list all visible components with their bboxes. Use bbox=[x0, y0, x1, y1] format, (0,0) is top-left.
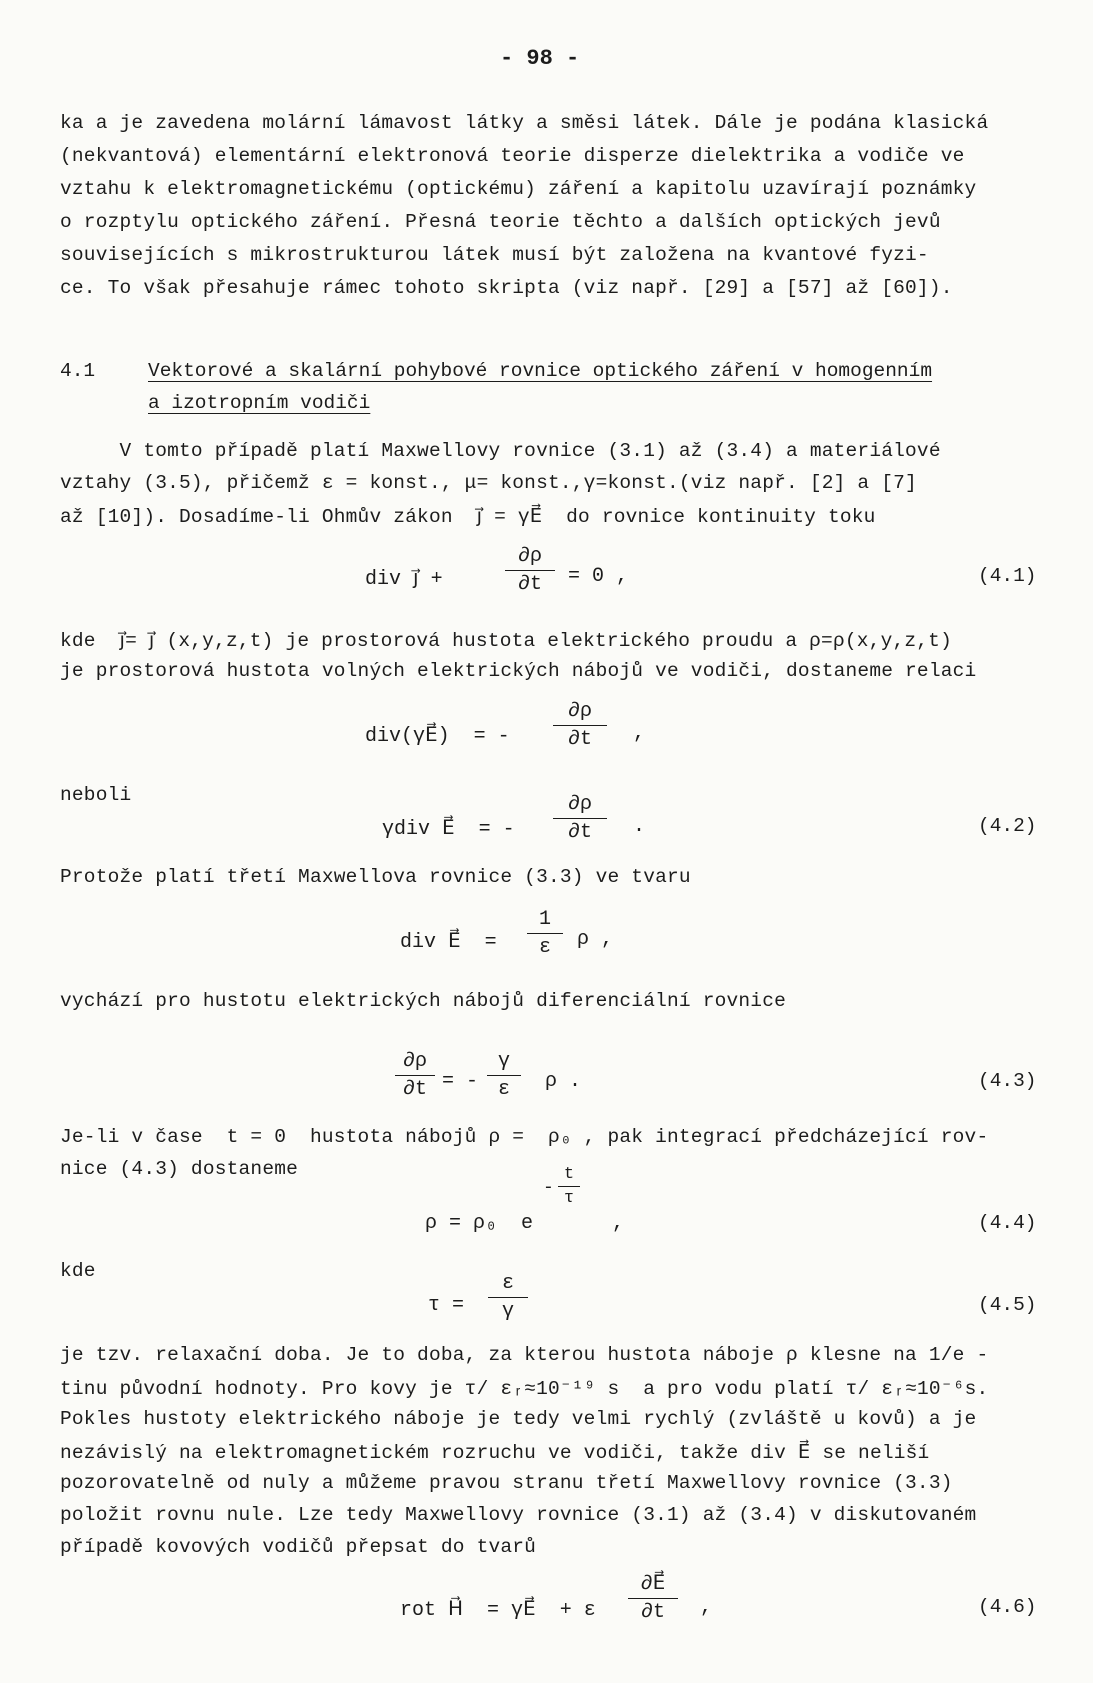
eq41-right: = 0 , bbox=[568, 565, 629, 588]
word-neboli: neboli bbox=[60, 784, 132, 806]
page-number: - 98 - bbox=[500, 46, 580, 71]
eq42-right: . bbox=[633, 815, 646, 838]
eq44-exp-sign: - bbox=[543, 1178, 554, 1198]
eq45-fraction: ε γ bbox=[488, 1272, 528, 1323]
eq46-label: (4.6) bbox=[978, 1596, 1037, 1618]
eq-div-gE-left: div(γE⃗) = - bbox=[365, 725, 510, 748]
eq43-fraction-left: ∂ρ ∂t bbox=[395, 1050, 435, 1101]
eq44-label: (4.4) bbox=[978, 1212, 1037, 1234]
text-line: případě kovových vodičů přepsat do tvarů bbox=[60, 1536, 537, 1558]
eq-divE-fraction: 1 ε bbox=[527, 908, 563, 959]
text-line: je tzv. relaxační doba. Je to doba, za kterou hustota náboje ρ klesne na 1/e - bbox=[60, 1344, 989, 1366]
text-line: pozorovatelně od nuly a můžeme pravou stranu třetí Maxwellovy rovnice (3.3) bbox=[60, 1472, 953, 1494]
eq43-label: (4.3) bbox=[978, 1070, 1037, 1092]
eq42-left: γdiv E⃗ = - bbox=[382, 818, 515, 841]
eq-divE-right: ρ , bbox=[577, 928, 614, 951]
eq43-fraction-right: γ ε bbox=[487, 1050, 521, 1101]
eq45-label: (4.5) bbox=[978, 1294, 1037, 1316]
eq46-right: , bbox=[700, 1596, 713, 1619]
text-line: vztahy (3.5), přičemž ε = konst., μ= konst.,γ=konst.(viz např. [2] a [7] bbox=[60, 472, 917, 494]
text-line: je prostorová hustota volných elektrických nábojů ve vodiči, dostaneme relaci bbox=[60, 660, 977, 682]
text-line: položit rovnu nule. Lze tedy Maxwellovy rovnice (3.1) až (3.4) v diskutovaném bbox=[60, 1504, 977, 1526]
text-line: nice (4.3) dostaneme bbox=[60, 1158, 299, 1180]
intro-line: souvisejících s mikrostrukturou látek musí být založena na kvantové fyzi- bbox=[60, 244, 929, 266]
eq45-left: τ = bbox=[428, 1294, 465, 1317]
eq43-right: ρ . bbox=[545, 1070, 582, 1093]
section-number: 4.1 bbox=[60, 360, 96, 382]
eq46-left: rot H⃗ = γE⃗ + ε bbox=[400, 1599, 596, 1622]
intro-line: vztahu k elektromagnetickému (optickému) záření a kapitolu uzavírají poznámky bbox=[60, 178, 977, 200]
text-line: Protože platí třetí Maxwellova rovnice (3.3) ve tvaru bbox=[60, 866, 691, 888]
text-line: kde j⃗= j⃗ (x,y,z,t) je prostorová hustota elektrického proudu a ρ=ρ(x,y,z,t) bbox=[60, 630, 952, 652]
section-title-cont: a izotropním vodiči bbox=[148, 392, 371, 414]
eq44-right: , bbox=[612, 1212, 625, 1235]
intro-line: (nekvantová) elementární elektronová teorie disperze dielektrika a vodiče ve bbox=[60, 145, 965, 167]
eq-div-gE-fraction: ∂ρ ∂t bbox=[553, 700, 607, 751]
text-line: Pokles hustoty elektrického náboje je tedy velmi rychlý (zvláště u kovů) a je bbox=[60, 1408, 977, 1430]
eq43-mid: = - bbox=[442, 1070, 479, 1093]
eq41-fraction: ∂ρ ∂t bbox=[505, 545, 555, 596]
text-line: nezávislý na elektromagnetickém rozruchu ve vodiči, takže div E⃗ se neliší bbox=[60, 1442, 930, 1464]
eq42-label: (4.2) bbox=[978, 815, 1037, 837]
text-line: až [10]). Dosadíme-li Ohmův zákon j⃗ = γE⃗ do rovnice kontinuity toku bbox=[60, 506, 876, 528]
text-line: tinu původní hodnoty. Pro kovy je τ/ εᵣ≈10⁻¹⁹ s a pro vodu platí τ/ εᵣ≈10⁻⁶s. bbox=[60, 1378, 989, 1400]
eq41-left: div j⃗ + bbox=[365, 568, 443, 591]
word-kde: kde bbox=[60, 1260, 96, 1282]
eq46-fraction: ∂E⃗ ∂t bbox=[628, 1570, 678, 1624]
intro-line: ce. To však přesahuje rámec tohoto skripta (viz např. [29] a [57] až [60]). bbox=[60, 277, 953, 299]
text-line: Je-li v čase t = 0 hustota nábojů ρ = ρ₀ , pak integrací předcházející rov- bbox=[60, 1126, 989, 1148]
text-line: vychází pro hustotu elektrických nábojů diferenciální rovnice bbox=[60, 990, 787, 1012]
text-line: V tomto případě platí Maxwellovy rovnice (3.1) až (3.4) a materiálové bbox=[60, 440, 941, 462]
section-title: Vektorové a skalární pohybové rovnice optického záření v homogenním bbox=[148, 360, 933, 382]
eq44-exponent: t τ bbox=[558, 1165, 580, 1208]
eq41-label: (4.1) bbox=[978, 565, 1037, 587]
eq-div-gE-right: , bbox=[633, 722, 646, 745]
eq42-fraction: ∂ρ ∂t bbox=[553, 793, 607, 844]
intro-line: ka a je zavedena molární lámavost látky a směsi látek. Dále je podána klasická bbox=[60, 112, 989, 134]
eq-divE-left: div E⃗ = bbox=[400, 931, 497, 954]
intro-line: o rozptylu optického záření. Přesná teorie těchto a dalších optických jevů bbox=[60, 211, 941, 233]
eq44-left: ρ = ρ₀ e bbox=[425, 1212, 534, 1235]
